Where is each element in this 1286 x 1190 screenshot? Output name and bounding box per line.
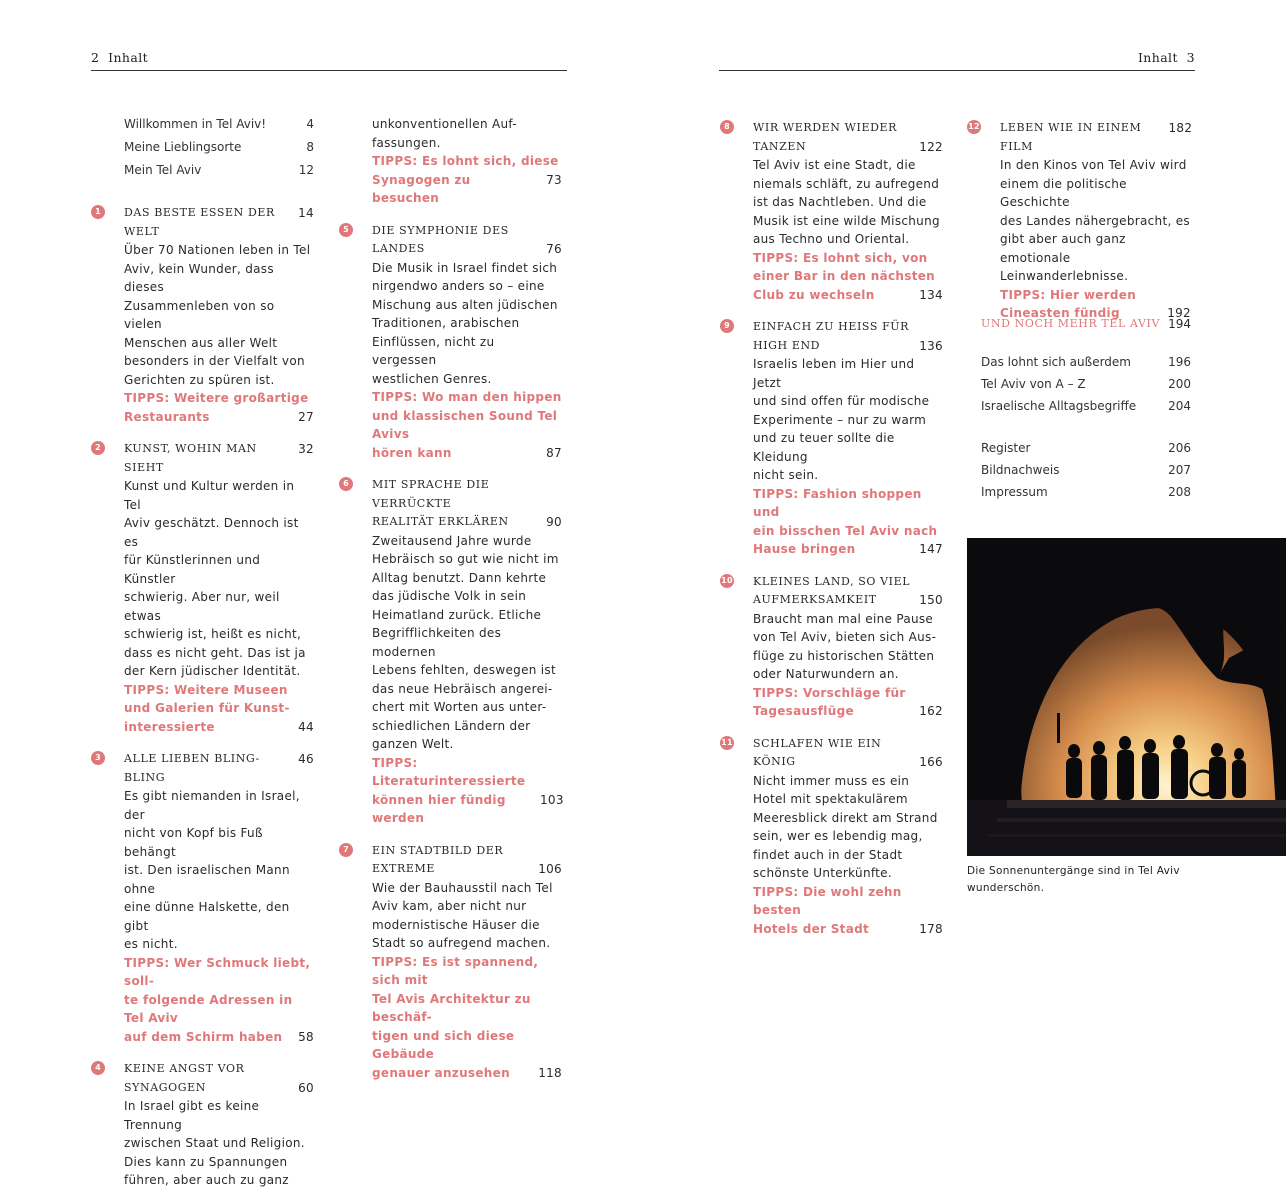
tips-text: TIPPS: Vorschläge für: [753, 685, 906, 700]
chapter-number-badge: 2: [91, 441, 105, 455]
chapter-title-line: [753, 119, 943, 138]
toc-entry[interactable]: [343, 476, 564, 828]
tips-text: Restaurants: [124, 409, 210, 424]
toc-entry[interactable]: [724, 119, 943, 304]
tips-page-number: 103: [540, 792, 564, 807]
chapter-page-number: 14: [298, 206, 314, 220]
chapter-description-line: Stadt so aufregend machen.: [372, 936, 551, 950]
left-page-header: [91, 50, 148, 65]
tips-line: [124, 699, 314, 718]
chapter-page-number: 122: [919, 139, 943, 154]
chapter-description-line: westlichen Genres.: [372, 371, 492, 386]
chapter-description-line: das jüdische Volk in sein: [372, 589, 527, 603]
tips-line: [372, 388, 562, 407]
tips-text: TIPPS: Die wohl zehn besten: [753, 884, 902, 917]
left-page-number: 2: [91, 50, 100, 65]
chapter-description-line: Aviv kam, aber nicht nur: [372, 899, 527, 913]
chapter-description-line: fassungen.: [372, 135, 441, 150]
toc-entry[interactable]: [724, 318, 943, 559]
chapter-page-number: 166: [919, 755, 943, 769]
toc-entry[interactable]: [95, 440, 314, 736]
tips-text: ein bisschen Tel Aviv nach: [753, 523, 938, 538]
tips-text: können hier fündig werden: [372, 792, 506, 825]
chapter-description-line: Hotel mit spektakulärem: [753, 792, 908, 806]
tips-text: und klassischen Sound Tel Avivs: [372, 408, 558, 441]
tips-text: Cineasten fündig: [1000, 306, 1120, 320]
tips-page-number: 73: [546, 172, 562, 187]
more-item[interactable]: Impressum 208: [981, 485, 1191, 499]
chapter-description-line: Israelis leben im Hier und Jetzt: [753, 357, 915, 390]
tips-line: [753, 286, 943, 305]
chapter-description-line: oder Naturwundern an.: [753, 667, 899, 681]
tips-text: TIPPS: Weitere Museen: [124, 682, 288, 697]
chapter-title-line: [753, 337, 943, 356]
tips-line: [124, 718, 314, 737]
chapter-description-line: flüge zu historischen Stätten: [753, 648, 935, 663]
tips-text: TIPPS: Literaturinteressierte: [372, 755, 526, 788]
tips-line: [753, 883, 943, 920]
chapter-number-badge: 8: [720, 120, 734, 134]
chapter-number-badge: 6: [339, 477, 353, 491]
sunset-silhouette-image: [967, 538, 1286, 856]
chapter-description-line: Die Musik in Israel findet sich: [372, 260, 558, 275]
chapter-title-text: SCHLAFEN WIE EIN: [753, 736, 882, 750]
chapter-description-line: Gerichten zu spüren ist.: [124, 372, 275, 387]
chapter-description-line: In den Kinos von Tel Aviv wird: [1000, 158, 1187, 172]
chapter-page-number: 182: [1168, 121, 1193, 135]
toc-entry[interactable]: [95, 1060, 314, 1190]
chapter-description-line: Wie der Bauhausstil nach Tel: [372, 880, 553, 895]
tips-line: [372, 990, 562, 1027]
tips-text: TIPPS: Fashion shoppen und: [753, 486, 922, 519]
tips-line: [124, 1028, 314, 1047]
more-section-heading[interactable]: UND NOCH MEHR TEL AVIV 194: [981, 317, 1191, 331]
chapter-page-number: 90: [546, 515, 562, 529]
tips-text: TIPPS: Hier werden: [1000, 287, 1137, 302]
tips-line: [124, 681, 314, 700]
chapter-description-line: eine dünne Halskette, den gibt: [124, 900, 290, 933]
chapter-number-badge: 1: [91, 205, 105, 219]
toc-column-4: [968, 119, 1193, 323]
chapter-title-text: DIE SYMPHONIE DES: [372, 223, 509, 237]
chapter-description-line: Über 70 Nationen leben in Tel: [124, 243, 311, 257]
chapter-title-text: ALLE LIEBEN BLING-BLING: [124, 752, 260, 784]
photo-caption: Die Sonnenuntergänge sind in Tel Aviv wunderschön.: [967, 865, 1180, 894]
tips-text: auf dem Schirm haben: [124, 1029, 283, 1044]
front-matter-item[interactable]: Willkommen in Tel Aviv! 4: [124, 117, 314, 131]
chapter-title-text: LEBEN WIE IN EINEM FILM: [1000, 121, 1142, 153]
tips-page-number: 44: [298, 719, 314, 734]
chapter-description-line: und sind offen für modische: [753, 394, 930, 408]
chapter-description-line: es nicht.: [124, 937, 178, 951]
tips-line: [372, 1064, 562, 1083]
chapter-page-number: 60: [298, 1080, 314, 1095]
chapter-description-line: Alltag benutzt. Dann kehrte: [372, 570, 547, 585]
chapter-description-line: das neue Hebräisch angerei-: [372, 681, 553, 696]
chapter-page-number: 46: [298, 752, 314, 766]
tips-page-number: 58: [298, 1029, 314, 1044]
toc-entry[interactable]: [343, 222, 562, 463]
chapter-title-text: KUNST, WOHIN MAN SIEHT: [124, 442, 257, 474]
chapter-title-line: [753, 753, 943, 772]
tips-line: [753, 540, 943, 559]
tips-line: [753, 702, 943, 721]
chapter-description-line: schwierig ist, heißt es nicht,: [124, 627, 302, 641]
tips-line: [372, 953, 562, 990]
chapter-title-line: [124, 1079, 314, 1098]
chapter-description-line: des Landes nähergebracht, es: [1000, 213, 1190, 228]
left-header-rule: [91, 70, 567, 71]
chapter-description-line: führen, aber auch zu ganz: [124, 1173, 289, 1187]
toc-entry[interactable]: [721, 573, 943, 721]
toc-entry[interactable]: [95, 204, 314, 426]
chapter-description-line: nicht von Kopf bis Fuß behängt: [124, 826, 263, 859]
chapter-title-text: KEINE ANGST VOR: [124, 1062, 245, 1075]
chapter-description-line: schwierig. Aber nur, weil etwas: [124, 590, 280, 623]
chapter-title-line: [372, 476, 562, 513]
toc-entry[interactable]: [343, 842, 562, 1083]
tips-text: TIPPS: Wo man den hippen: [372, 390, 562, 404]
chapter-description-line: für Künstlerinnen und Künstler: [124, 553, 261, 586]
chapter-description-line: chert mit Worten aus unter-: [372, 700, 547, 714]
chapter-description-line: ist das Nachtleben. Und die: [753, 195, 927, 209]
chapter-title-line: [372, 240, 562, 259]
chapter-title-line: [372, 222, 562, 241]
chapter-title-text: MIT SPRACHE DIE VERRÜCKTE: [372, 478, 490, 510]
tips-line: [372, 1027, 562, 1064]
tips-text: genauer anzusehen: [372, 1065, 510, 1080]
tips-page-number: 118: [538, 1065, 562, 1080]
tips-line: [753, 267, 943, 286]
chapter-description-line: Musik ist eine wilde Mischung: [753, 213, 940, 228]
chapter-title-line: [124, 1060, 314, 1079]
chapter-description-line: In Israel gibt es keine Trennung: [124, 1099, 260, 1132]
tips-line: [124, 991, 314, 1028]
tips-text: Club zu wechseln: [753, 287, 875, 302]
more-item[interactable]: Bildnachweis 207: [981, 463, 1191, 477]
chapter-title-text: WIR WERDEN WIEDER: [753, 121, 898, 134]
tips-text: hören kann: [372, 445, 452, 460]
chapter-description-line: Tel Aviv ist eine Stadt, die: [753, 158, 916, 172]
tips-page-number: 27: [298, 409, 314, 424]
tips-text: Tagesausflüge: [753, 704, 854, 718]
chapter-description-line: Traditionen, arabischen: [372, 316, 520, 330]
chapter-title-text: HIGH END: [753, 338, 821, 352]
chapter-title-line: [753, 591, 943, 610]
chapter-title-text: EIN STADTBILD DER: [372, 843, 504, 857]
chapter-description-line: gibt aber auch ganz emotionale: [1000, 232, 1126, 265]
tips-text: Tel Avis Architektur zu beschäf-: [372, 991, 531, 1024]
more-section: [981, 315, 1191, 503]
chapter-title-line: [124, 750, 314, 787]
tips-text: und Galerien für Kunst-: [124, 701, 290, 715]
more-item[interactable]: Israelische Alltagsbegriffe 204: [981, 399, 1191, 413]
chapter-title-text: TANZEN: [753, 139, 807, 153]
chapter-description-line: Nicht immer muss es ein: [753, 773, 910, 788]
chapter-title-text: EXTREME: [372, 862, 436, 875]
chapter-description-line: zwischen Staat und Religion.: [124, 1136, 305, 1150]
tips-line: [372, 152, 562, 171]
chapter-description-line: einem die politische Geschichte: [1000, 176, 1127, 209]
chapter-page-number: 150: [919, 593, 943, 607]
chapter-number-badge: 10: [720, 574, 734, 588]
chapter-title-text: KLEINES LAND, SO VIEL: [753, 574, 911, 588]
tips-text: tigen und sich diese Gebäude: [372, 1028, 515, 1061]
chapter-description-line: ganzen Welt.: [372, 737, 454, 751]
chapter-page-number: 32: [298, 442, 314, 456]
tips-line: [124, 389, 314, 408]
chapter-description-line: schiedlichen Ländern der: [372, 718, 531, 733]
tips-text: TIPPS: Es lohnt sich, von: [753, 250, 928, 265]
chapter-title-line: [372, 842, 562, 861]
chapter-title-line: [372, 513, 562, 532]
tips-line: [753, 485, 943, 522]
chapter-description-line: Lebens fehlten, deswegen ist: [372, 663, 556, 677]
chapter-description-line: nicht sein.: [753, 468, 819, 482]
tips-page-number: 192: [1167, 306, 1191, 320]
chapter-description-line: sein, wer es lebendig mag,: [753, 829, 923, 843]
chapter-description-line: findet auch in der Stadt: [753, 847, 903, 862]
tips-line: [753, 920, 943, 939]
tips-page-number: 134: [919, 287, 943, 302]
tips-text: interessierte: [124, 719, 215, 734]
chapter-description-line: und zu teuer sollte die Kleidung: [753, 431, 895, 464]
front-matter-item[interactable]: Mein Tel Aviv 12: [124, 163, 314, 177]
chapter-description-line: Aviv geschätzt. Dennoch ist es: [124, 516, 299, 549]
tips-text: Hause bringen: [753, 542, 856, 556]
tips-line: [372, 171, 562, 208]
tips-page-number: 162: [919, 704, 943, 718]
toc-entry[interactable]: [968, 119, 1193, 323]
chapter-number-badge: 7: [339, 843, 353, 857]
chapter-number-badge: 3: [91, 751, 105, 765]
chapter-title-line: [753, 573, 943, 592]
more-item[interactable]: Das lohnt sich außerdem 196: [981, 355, 1191, 369]
chapter-title-line: [753, 138, 943, 157]
chapter-title-text: LANDES: [372, 242, 425, 255]
chapter-description-line: Begrifflichkeiten des modernen: [372, 626, 502, 659]
chapter-description-line: Aviv, kein Wunder, dass dieses: [124, 261, 274, 294]
chapter-description-line: Zusammenleben von so vielen: [124, 298, 275, 331]
chapter-page-number: 106: [538, 862, 562, 876]
chapter-description-line: Kunst und Kultur werden in Tel: [124, 479, 295, 512]
chapter-number-badge: 9: [720, 319, 734, 333]
tips-line: [372, 791, 562, 828]
chapter-description-line: Zweitausend Jahre wurde: [372, 533, 532, 548]
front-matter-list: [124, 113, 314, 182]
tips-text: einer Bar in den nächsten: [753, 269, 936, 283]
chapter-title-text: EINFACH ZU HEISS FÜR: [753, 320, 910, 333]
chapter-description-line: Dies kann zu Spannungen: [124, 1154, 288, 1169]
chapter-description-line: Hebräisch so gut wie nicht im: [372, 552, 559, 566]
chapter-description-line: Heimatland zurück. Etliche: [372, 607, 542, 622]
tips-line: [372, 407, 562, 444]
tips-page-number: 178: [919, 921, 943, 936]
tips-text: TIPPS: Weitere großartige: [124, 391, 309, 405]
chapter-description-line: niemals schläft, zu aufregend: [753, 176, 940, 191]
tips-line: [372, 444, 562, 463]
chapter-title-text: SYNAGOGEN: [124, 1080, 207, 1094]
right-header-rule: [719, 70, 1195, 71]
chapter-description-line: Braucht man mal eine Pause: [753, 611, 934, 626]
right-page-title: Inhalt: [1137, 50, 1178, 65]
toc-column-1: [95, 204, 314, 1190]
tips-line: [753, 249, 943, 268]
chapter-description-line: unkonventionellen Auf-: [372, 117, 517, 131]
chapter-description-line: aus Techno und Oriental.: [753, 232, 910, 246]
tips-text: TIPPS: Wer Schmuck liebt, soll-: [124, 955, 311, 988]
tips-text: Synagogen zu besuchen: [372, 172, 471, 205]
tips-line: [124, 408, 314, 427]
tips-text: te folgende Adressen in Tel Aviv: [124, 992, 293, 1025]
chapter-page-number: 136: [919, 338, 943, 353]
chapter-title-line: [1000, 119, 1191, 156]
front-matter-item[interactable]: Meine Lieblingsorte 8: [124, 140, 314, 154]
more-item[interactable]: Tel Aviv von A – Z 200: [981, 377, 1191, 391]
left-page-title: Inhalt: [108, 50, 149, 65]
chapter-description-line: Meeresblick direkt am Strand: [753, 810, 938, 825]
chapter-description-line: Menschen aus aller Welt: [124, 335, 278, 350]
chapter-number-badge: 5: [339, 223, 353, 237]
chapter-title-line: [753, 735, 943, 754]
tips-line: [124, 954, 314, 991]
chapter-title-text: REALITÄT ERKLÄREN: [372, 515, 509, 528]
toc-entry[interactable]: [372, 115, 562, 208]
tips-page-number: 87: [546, 445, 562, 460]
right-page-number: 3: [1186, 50, 1195, 65]
chapter-title-line: [124, 440, 314, 477]
chapter-description-line: nirgendwo anders so – eine: [372, 279, 545, 293]
chapter-number-badge: 4: [91, 1061, 105, 1075]
chapter-description-line: besonders in der Vielfalt von: [124, 354, 305, 368]
chapter-description-line: Experimente – nur zu warm: [753, 412, 927, 427]
chapter-description-line: ist. Den israelischen Mann ohne: [124, 863, 290, 896]
tips-text: Hotels der Stadt: [753, 921, 870, 936]
chapter-description-line: Leinwanderlebnisse.: [1000, 269, 1129, 283]
chapter-title-text: DAS BESTE ESSEN DER WELT: [124, 206, 275, 238]
chapter-title-text: AUFMERKSAMKEIT: [753, 593, 877, 606]
tips-line: [1000, 286, 1191, 305]
tips-line: [753, 522, 943, 541]
more-item[interactable]: Register 206: [981, 441, 1191, 455]
chapter-description-line: Es gibt niemanden in Israel, der: [124, 789, 300, 822]
chapter-description-line: modernistische Häuser die: [372, 917, 540, 932]
chapter-description-line: dass es nicht geht. Das ist ja: [124, 645, 306, 660]
toc-column-2: [343, 115, 564, 1082]
chapter-description-line: Einflüssen, nicht zu vergessen: [372, 334, 495, 367]
chapter-description-line: schönste Unterkünfte.: [753, 866, 892, 880]
chapter-description-line: von Tel Aviv, bieten sich Aus-: [753, 630, 937, 644]
tips-line: [372, 754, 562, 791]
chapter-title-text: KÖNIG: [753, 755, 796, 768]
chapter-title-line: [124, 204, 314, 241]
chapter-page-number: 76: [546, 242, 562, 256]
tips-text: TIPPS: Es lohnt sich, diese: [372, 154, 559, 168]
chapter-number-badge: 12: [967, 120, 981, 134]
tips-page-number: 147: [919, 542, 943, 556]
chapter-description-line: Mischung aus alten jüdischen: [372, 297, 558, 312]
chapter-number-badge: 11: [720, 736, 734, 750]
chapter-title-line: [753, 318, 943, 337]
toc-entry[interactable]: [95, 750, 314, 1046]
toc-entry[interactable]: [721, 735, 943, 939]
toc-column-3: [721, 119, 943, 938]
chapter-description-line: der Kern jüdischer Identität.: [124, 664, 301, 678]
right-page-header: [1100, 50, 1195, 65]
chapter-title-line: [372, 860, 562, 879]
tips-line: [753, 684, 943, 703]
tips-text: TIPPS: Es ist spannend, sich mit: [372, 954, 539, 987]
sunset-photo: [967, 538, 1286, 856]
